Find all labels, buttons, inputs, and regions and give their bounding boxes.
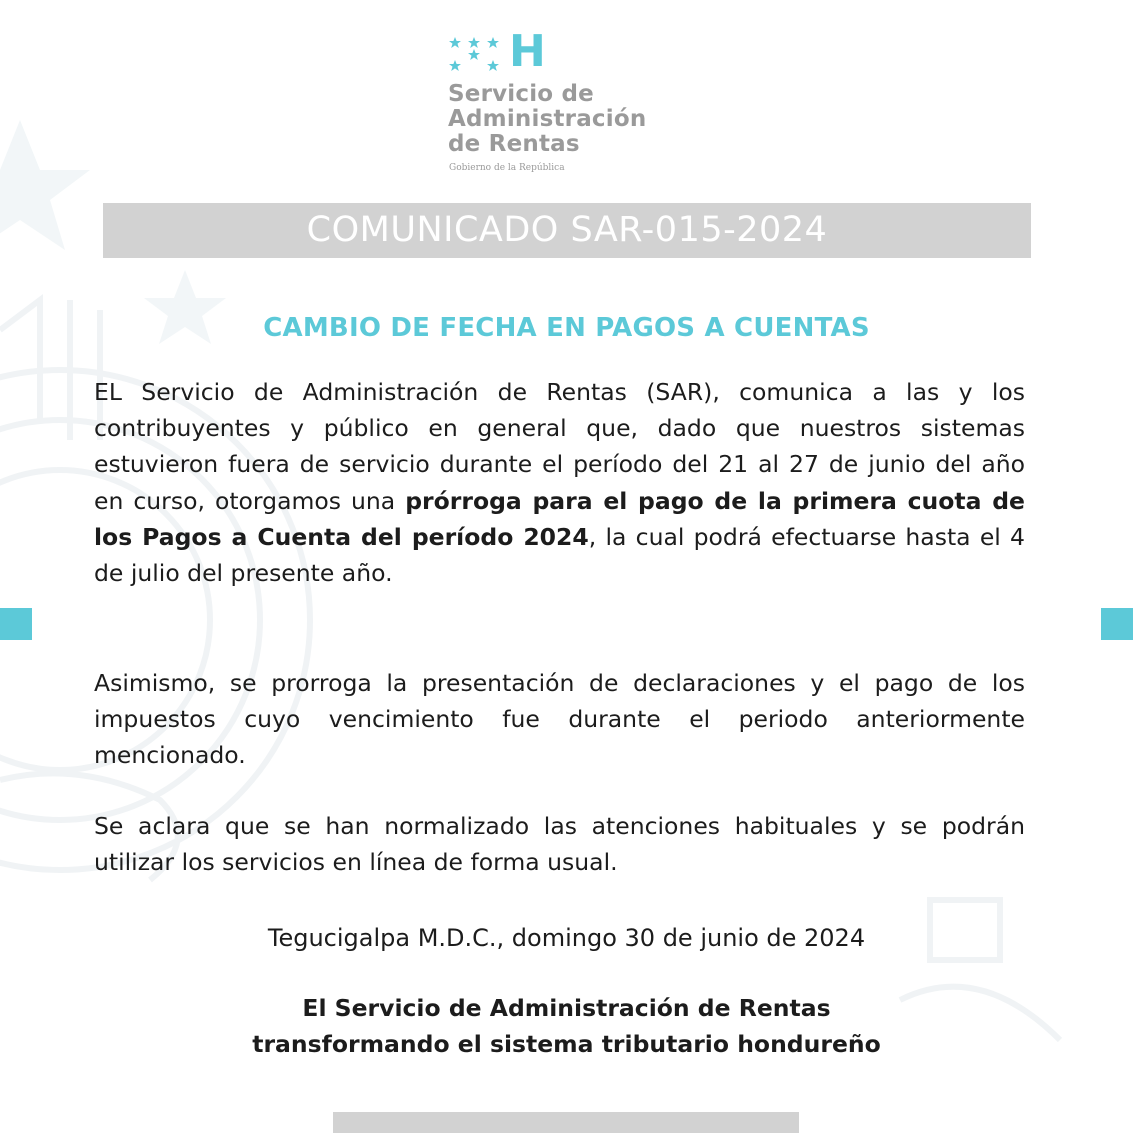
signature-line-1: El Servicio de Administración de Rentas bbox=[302, 994, 831, 1022]
logo-line-1: Servicio de bbox=[448, 81, 594, 107]
signature-line-2: transformando el sistema tributario hondureño bbox=[252, 1030, 881, 1058]
stars-icon bbox=[447, 36, 507, 74]
sar-logo bbox=[447, 26, 707, 186]
left-edge-marker bbox=[0, 608, 32, 640]
paragraph-1-highlight: prórroga para el pago de la primera cuota de los Pagos a Cuenta del período 2024 bbox=[94, 486, 1025, 551]
logo-wordmark bbox=[448, 82, 646, 157]
communique-banner bbox=[103, 203, 1031, 258]
logo-line-3: de Rentas bbox=[448, 131, 580, 157]
h-logo-icon: H bbox=[509, 26, 546, 77]
signature bbox=[0, 990, 1133, 1062]
dateline: Tegucigalpa M.D.C., domingo 30 de junio de 2024 bbox=[267, 924, 866, 952]
paragraph-2: Asimismo, se prorroga la presentación de declaraciones y el pago de los impuestos cuyo vencimiento fue durante el periodo anteriormente mencionado. bbox=[94, 669, 1025, 770]
paragraph-3: Se aclara que se han normalizado las atenciones habituales y se podrán utilizar los servicios en línea de forma usual. bbox=[94, 812, 1025, 877]
bottom-bar bbox=[333, 1112, 799, 1133]
paragraph-1-end: , la cual podrá efectuarse hasta el 4 de julio del presente año. bbox=[94, 522, 1026, 588]
paragraph-1 bbox=[94, 374, 1025, 591]
logo-line-2: Administración bbox=[448, 106, 647, 132]
logo-subtitle: Gobierno de la República bbox=[449, 163, 565, 173]
right-edge-marker bbox=[1101, 608, 1133, 640]
page-headline: CAMBIO DE FECHA EN PAGOS A CUENTAS bbox=[263, 313, 870, 343]
paragraph-1-intro: EL Servicio de Administración de Rentas (SAR), comunica a las y los contribuyentes y público en general que, dado que nuestros sistemas estuvieron fuera de servicio durante el período del 21 al 27 de junio del año en curso, otorgamos una bbox=[94, 378, 1025, 515]
communique-title: COMUNICADO SAR-015-2024 bbox=[306, 210, 828, 250]
